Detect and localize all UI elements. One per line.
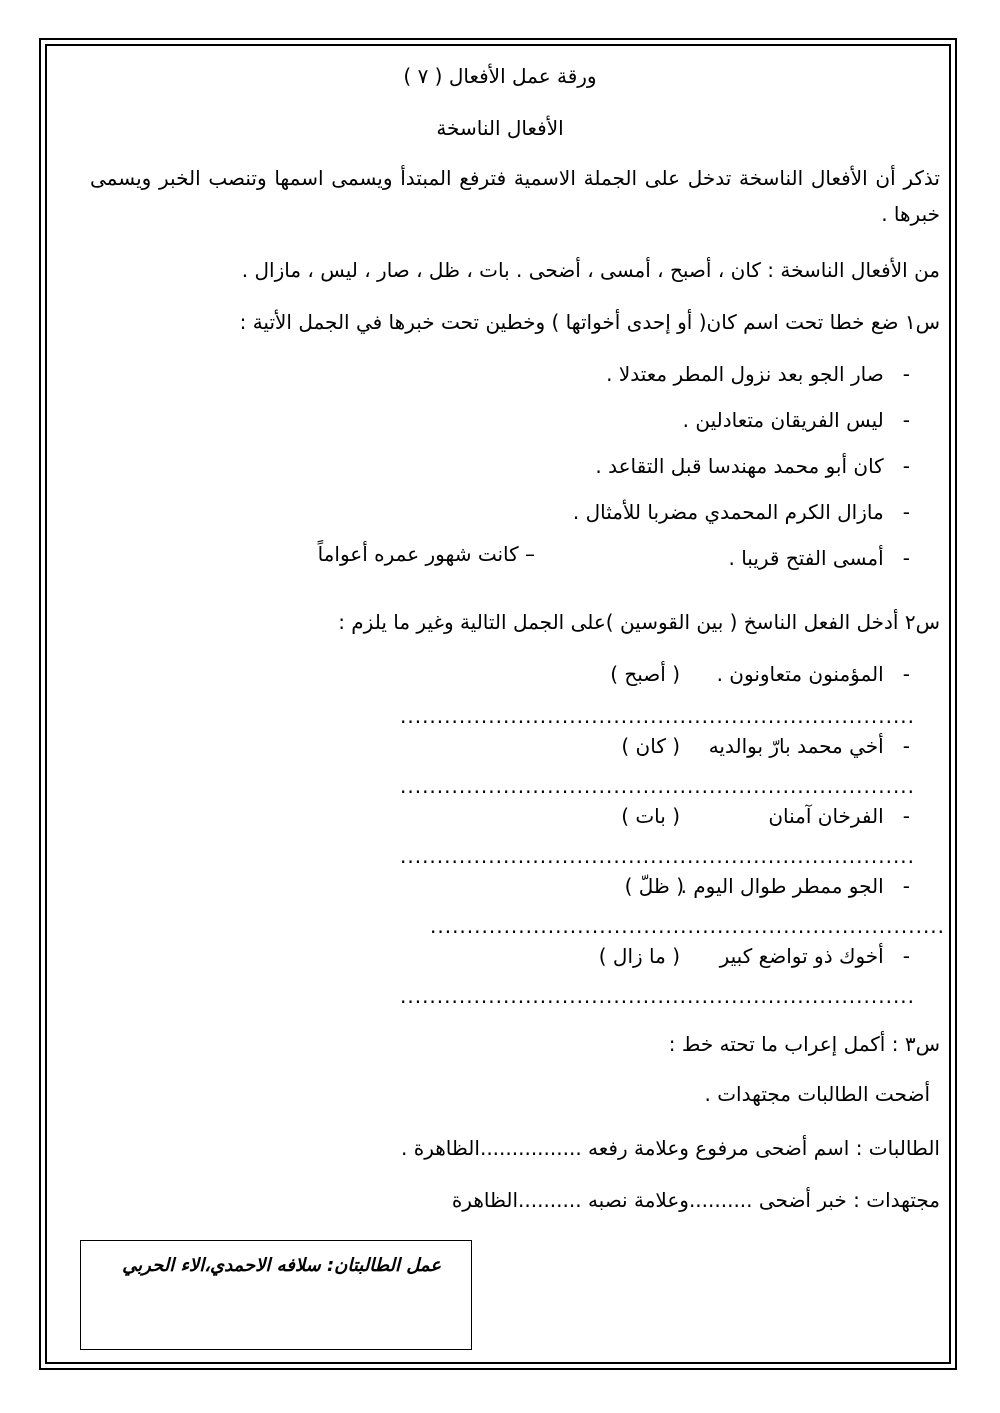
q2-answer-line[interactable]: ...................................................................... bbox=[400, 774, 916, 798]
q1-item-text: مازال الكرم المحمدي مضربا للأمثال . bbox=[572, 500, 884, 524]
worksheet-page bbox=[60, 50, 946, 1350]
q1-item: - صار الجو بعد نزول المطر معتدلا . bbox=[606, 362, 910, 386]
q2-verb: ( بات ) bbox=[621, 804, 680, 828]
q1-item-text: أمسى الفتح قريبا . bbox=[728, 546, 884, 570]
q2-item: - الفرخان آمنان bbox=[768, 804, 910, 828]
q2-item: - أخي محمد بارّ بوالديه bbox=[708, 734, 910, 758]
q2-sentence: أخوك ذو تواضع كبير bbox=[719, 944, 884, 968]
worksheet-title: ورقة عمل الأفعال ( ٧ ) bbox=[403, 64, 597, 88]
q2-prompt: س٢ أدخل الفعل الناسخ ( بين القوسين )على الجمل التالية وغير ما يلزم : bbox=[338, 610, 940, 634]
q2-sentence: المؤمنون متعاونون . bbox=[716, 662, 884, 686]
intro-verbs-list: من الأفعال الناسخة : كان ، أصبح ، أمسى ، أضحى . بات ، ظل ، صار ، ليس ، مازال . bbox=[241, 258, 940, 282]
q1-prompt: س١ ضع خطا تحت اسم كان( أو إحدى أخواتها ) وخطين تحت خبرها في الجمل الأتية : bbox=[239, 310, 940, 334]
q2-verb: ( ظلّ ) bbox=[624, 874, 684, 898]
q1-item: - ليس الفريقان متعادلين . bbox=[682, 408, 910, 432]
q1-item: - أمسى الفتح قريبا . bbox=[728, 546, 910, 570]
credit-text: عمل الطالبتان: سلافه الاحمدي،الاء الحربي bbox=[122, 1255, 441, 1276]
q2-item: - المؤمنون متعاونون . bbox=[716, 662, 910, 686]
q2-item: - الجو ممطر طوال اليوم . bbox=[680, 874, 910, 898]
q2-answer-line[interactable]: ...................................................................... bbox=[400, 984, 916, 1008]
q1-item-text: كان أبو محمد مهندسا قبل التقاعد . bbox=[595, 454, 884, 478]
intro-reminder: تذكر أن الأفعال الناسخة تدخل على الجملة الاسمية فترفع المبتدأ ويسمى اسمها وتنصب الخبر ويسمى خبرها . bbox=[90, 166, 940, 226]
q2-sentence: الجو ممطر طوال اليوم . bbox=[680, 874, 884, 898]
q2-item: - أخوك ذو تواضع كبير bbox=[719, 944, 910, 968]
q1-item: - مازال الكرم المحمدي مضربا للأمثال . bbox=[572, 500, 910, 524]
q2-verb: ( أصبح ) bbox=[610, 662, 680, 686]
q3-sentence: أضحت الطالبات مجتهدات . bbox=[704, 1082, 930, 1106]
credit-box bbox=[80, 1240, 472, 1350]
q2-answer-line[interactable]: ...................................................................... bbox=[400, 844, 916, 868]
q3-line-1: الطالبات : اسم أضحى مرفوع وعلامة رفعه ................الظاهرة . bbox=[401, 1136, 940, 1160]
q1-item-text: ليس الفريقان متعادلين . bbox=[682, 408, 884, 432]
q1-extra-item: – كانت شهور عمره أعواماً bbox=[317, 542, 535, 566]
q2-answer-line[interactable]: ...................................................................... bbox=[430, 914, 946, 938]
q2-verb: ( كان ) bbox=[621, 734, 680, 758]
q2-sentence: أخي محمد بارّ بوالديه bbox=[708, 734, 884, 758]
q1-item: - كان أبو محمد مهندسا قبل التقاعد . bbox=[595, 454, 910, 478]
q1-item-text: صار الجو بعد نزول المطر معتدلا . bbox=[606, 362, 884, 386]
worksheet-subtitle: الأفعال الناسخة bbox=[436, 116, 564, 140]
q2-sentence: الفرخان آمنان bbox=[768, 804, 884, 828]
q2-verb: ( ما زال ) bbox=[598, 944, 680, 968]
q2-answer-line[interactable]: ...................................................................... bbox=[400, 704, 916, 728]
q3-prompt: س٣ : أكمل إعراب ما تحته خط : bbox=[668, 1032, 940, 1056]
q3-line-2: مجتهدات : خبر أضحى ..........وعلامة نصبه ..........الظاهرة bbox=[451, 1188, 940, 1212]
